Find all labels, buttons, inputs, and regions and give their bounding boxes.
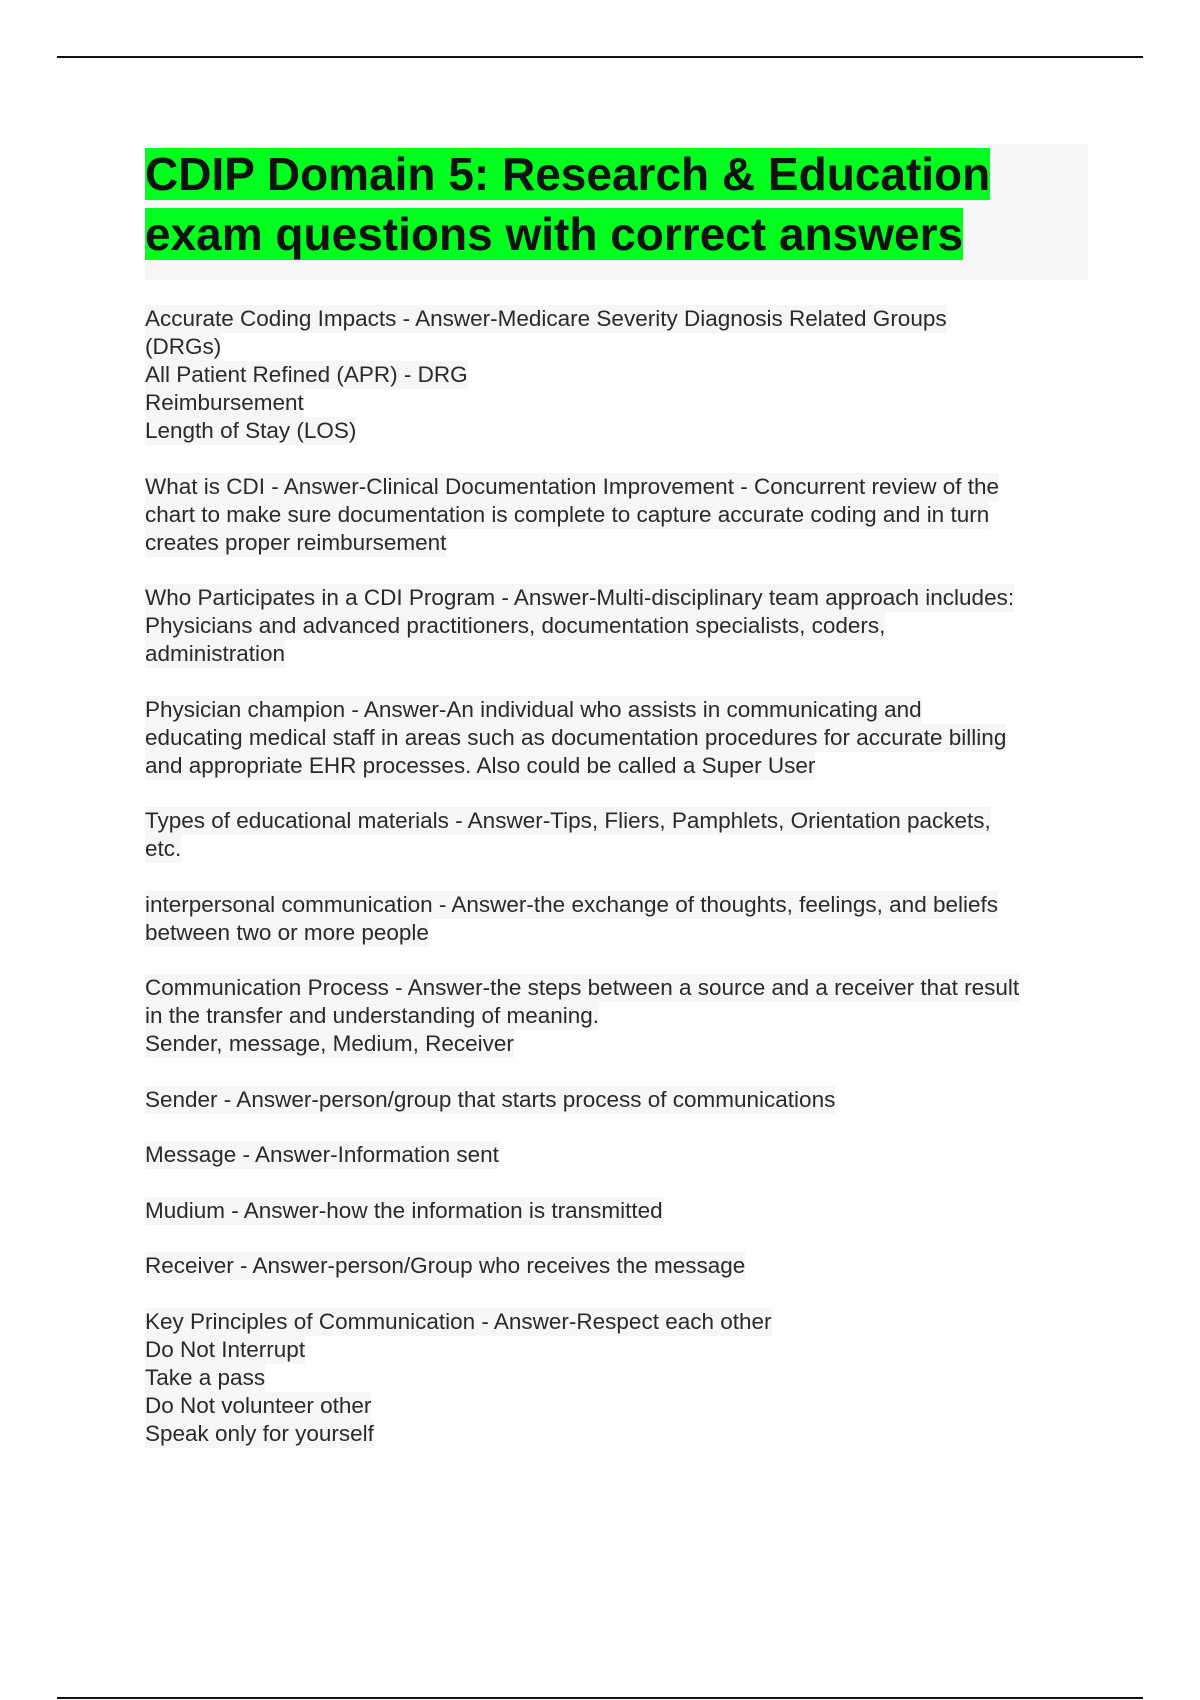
qa-entry-question: Message - Answer-Information sent bbox=[145, 1142, 499, 1167]
qa-entry bbox=[145, 1141, 1095, 1169]
qa-entry-line: Physicians and advanced practitioners, documentation specialists, coders, bbox=[145, 613, 886, 638]
qa-entry-line: Length of Stay (LOS) bbox=[145, 418, 357, 443]
qa-entry-line: administration bbox=[145, 641, 286, 666]
qa-entry bbox=[145, 1197, 1095, 1225]
qa-entry-line: in the transfer and understanding of meaning. bbox=[145, 1003, 600, 1028]
qa-entry bbox=[145, 696, 1095, 780]
title-block bbox=[145, 144, 1088, 280]
qa-entry-line: Do Not Interrupt bbox=[145, 1336, 306, 1362]
qa-entries bbox=[145, 305, 1095, 1475]
bottom-rule bbox=[57, 1697, 1143, 1699]
qa-entry-line: educating medical staff in areas such as documentation procedures for accurate billing bbox=[145, 724, 1007, 750]
qa-entry-line: chart to make sure documentation is complete to capture accurate coding and in turn bbox=[145, 501, 990, 527]
qa-entry-question: What is CDI - Answer-Clinical Documentation Improvement - Concurrent review of the bbox=[145, 473, 1000, 499]
qa-entry bbox=[145, 974, 1095, 1058]
qa-entry-question: Physician champion - Answer-An individual who assists in communicating and bbox=[145, 696, 922, 722]
qa-entry-question: Who Participates in a CDI Program - Answer-Multi-disciplinary team approach includes: bbox=[145, 585, 1015, 610]
qa-entry bbox=[145, 1252, 1095, 1280]
qa-entry-line: between two or more people bbox=[145, 919, 429, 945]
qa-entry-line: (DRGs) bbox=[145, 334, 222, 359]
qa-entry bbox=[145, 305, 1095, 445]
qa-entry-question: Accurate Coding Impacts - Answer-Medicare Severity Diagnosis Related Groups bbox=[145, 306, 947, 331]
qa-entry-question: Types of educational materials - Answer-Tips, Fliers, Pamphlets, Orientation packets, bbox=[145, 808, 991, 833]
qa-entry bbox=[145, 473, 1095, 557]
title-line-1: CDIP Domain 5: Research & Education bbox=[145, 148, 991, 200]
qa-entry bbox=[145, 1308, 1095, 1448]
qa-entry-line: Sender, message, Medium, Receiver bbox=[145, 1031, 514, 1056]
qa-entry-question: interpersonal communication - Answer-the exchange of thoughts, feelings, and beliefs bbox=[145, 891, 999, 917]
qa-entry-line: Take a pass bbox=[145, 1364, 266, 1390]
qa-entry-line: etc. bbox=[145, 836, 182, 861]
qa-entry-question: Communication Process - Answer-the steps between a source and a receiver that result bbox=[145, 975, 1020, 1000]
qa-entry bbox=[145, 1086, 1095, 1114]
qa-entry-question: Mudium - Answer-how the information is transmitted bbox=[145, 1197, 663, 1223]
qa-entry-question: Receiver - Answer-person/Group who receives the message bbox=[145, 1253, 746, 1278]
top-rule bbox=[57, 56, 1143, 58]
qa-entry bbox=[145, 807, 1095, 863]
qa-entry-line: Speak only for yourself bbox=[145, 1420, 374, 1446]
document-title bbox=[145, 144, 1088, 264]
qa-entry-line: creates proper reimbursement bbox=[145, 529, 447, 555]
qa-entry-line: Do Not volunteer other bbox=[145, 1392, 372, 1418]
qa-entry-line: All Patient Refined (APR) - DRG bbox=[145, 362, 468, 387]
qa-entry-line: and appropriate EHR processes. Also could be called a Super User bbox=[145, 752, 816, 778]
qa-entry-question: Key Principles of Communication - Answer-Respect each other bbox=[145, 1308, 772, 1334]
qa-entry bbox=[145, 891, 1095, 947]
title-line-2: exam questions with correct answers bbox=[145, 208, 964, 260]
qa-entry-question: Sender - Answer-person/group that starts process of communications bbox=[145, 1086, 836, 1112]
qa-entry-line: Reimbursement bbox=[145, 390, 304, 415]
qa-entry bbox=[145, 584, 1095, 668]
